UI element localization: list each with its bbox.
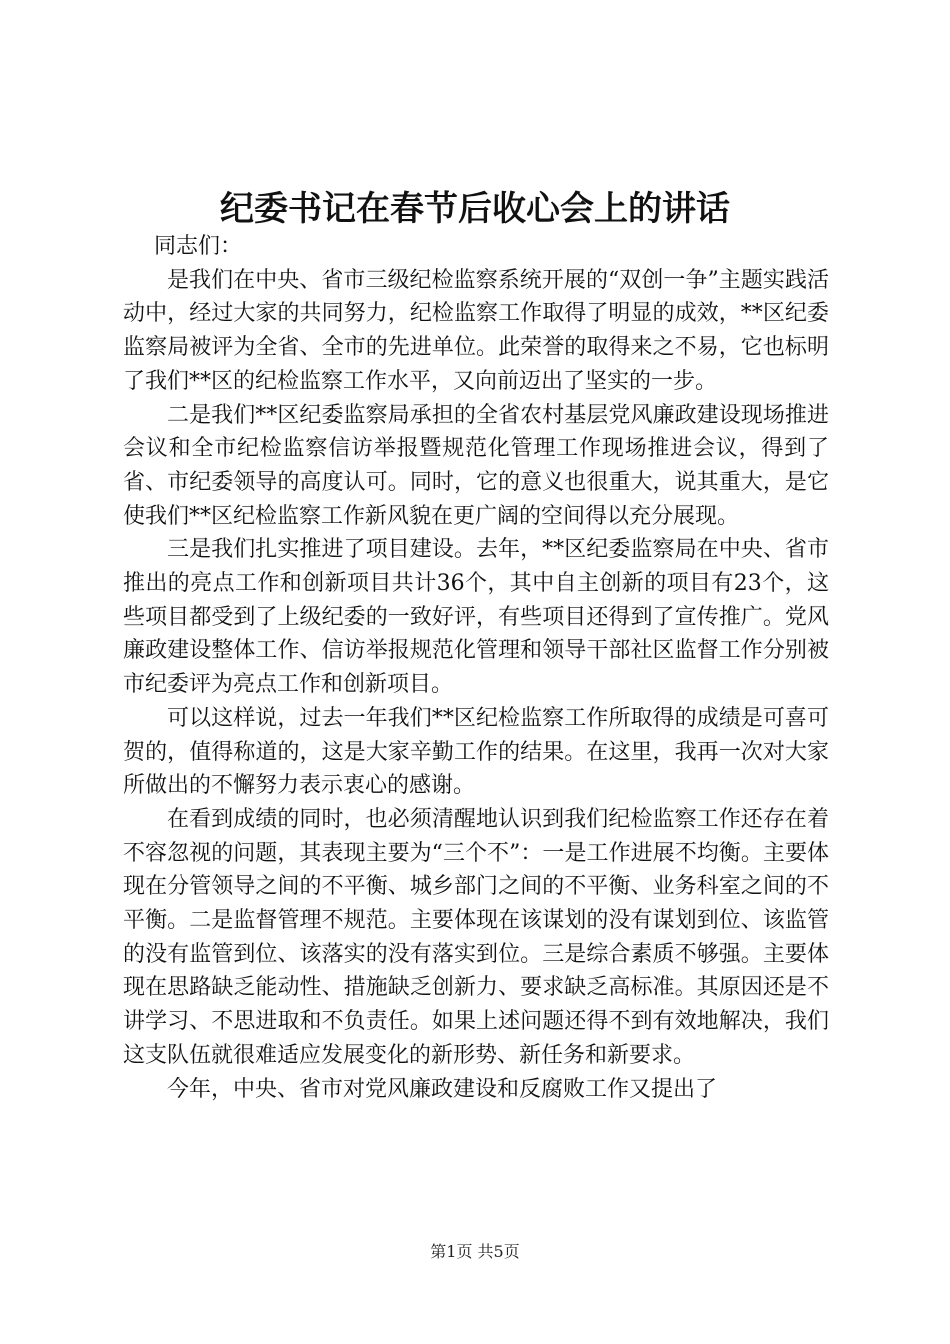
paragraph-5: 在看到成绩的同时，也必须清醒地认识到我们纪检监察工作还存在着不容忽视的问题，其表现主要为“三个不”：一是工作进展不均衡。主要体现在分管领导之间的不平衡、城乡部门之间的不平衡、业务科室之间的不平衡。二是监督管理不规范。主要体现在该谋划的没有谋划到位、该监管的没有监管到位、该落实的没有落实到位。三是综合素质不够强。主要体现在思路缺乏能动性、措施缺乏创新力、要求缺乏高标准。其原因还是不讲学习、不思进取和不负责任。如果上述问题还得不到有效地解决，我们这支队伍就很难适应发展变化的新形势、新任务和新要求。 xyxy=(123,806,829,1068)
page-number-footer: 第1页 共5页 xyxy=(430,1242,520,1261)
paragraph-4: 可以这样说，过去一年我们**区纪检监察工作所取得的成绩是可喜可贺的，值得称道的，这是大家辛勤工作的结果。在这里，我再一次对大家所做出的不懈努力表示衷心的感谢。 xyxy=(123,705,829,799)
paragraph-1: 是我们在中央、省市三级纪检监察系统开展的“双创一争”主题实践活动中，经过大家的共同努力，纪检监察工作取得了明显的成效，**区纪委监察局被评为全省、全市的先进单位。此荣誉的取得来之不易，它也标明了我们**区的纪检监察工作水平，又向前迈出了坚实的一步。 xyxy=(123,267,829,394)
paragraph-2: 二是我们**区纪委监察局承担的全省农村基层党风廉政建设现场推进会议和全市纪检监察信访举报暨规范化管理工作现场推进会议，得到了省、市纪委领导的高度认可。同时，它的意义也很重大，说其重大，是它使我们**区纪检监察工作新风貌在更广阔的空间得以充分展现。 xyxy=(123,402,829,529)
document-body xyxy=(123,230,829,1106)
document-title: 纪委书记在春节后收心会上的讲话 xyxy=(220,189,730,229)
salutation: 同志们： xyxy=(154,234,243,259)
paragraph-3: 三是我们扎实推进了项目建设。去年，**区纪委监察局在中央、省市推出的亮点工作和创新项目共计36个，其中自主创新的项目有23个，这些项目都受到了上级纪委的一致好评，有些项目还得到了宣传推广。党风廉政建设整体工作、信访举报规范化管理和领导干部社区监督工作分别被市纪委评为亮点工作和创新项目。 xyxy=(123,537,829,698)
paragraph-6: 今年，中央、省市对党风廉政建设和反腐败工作又提出了 xyxy=(167,1076,718,1102)
